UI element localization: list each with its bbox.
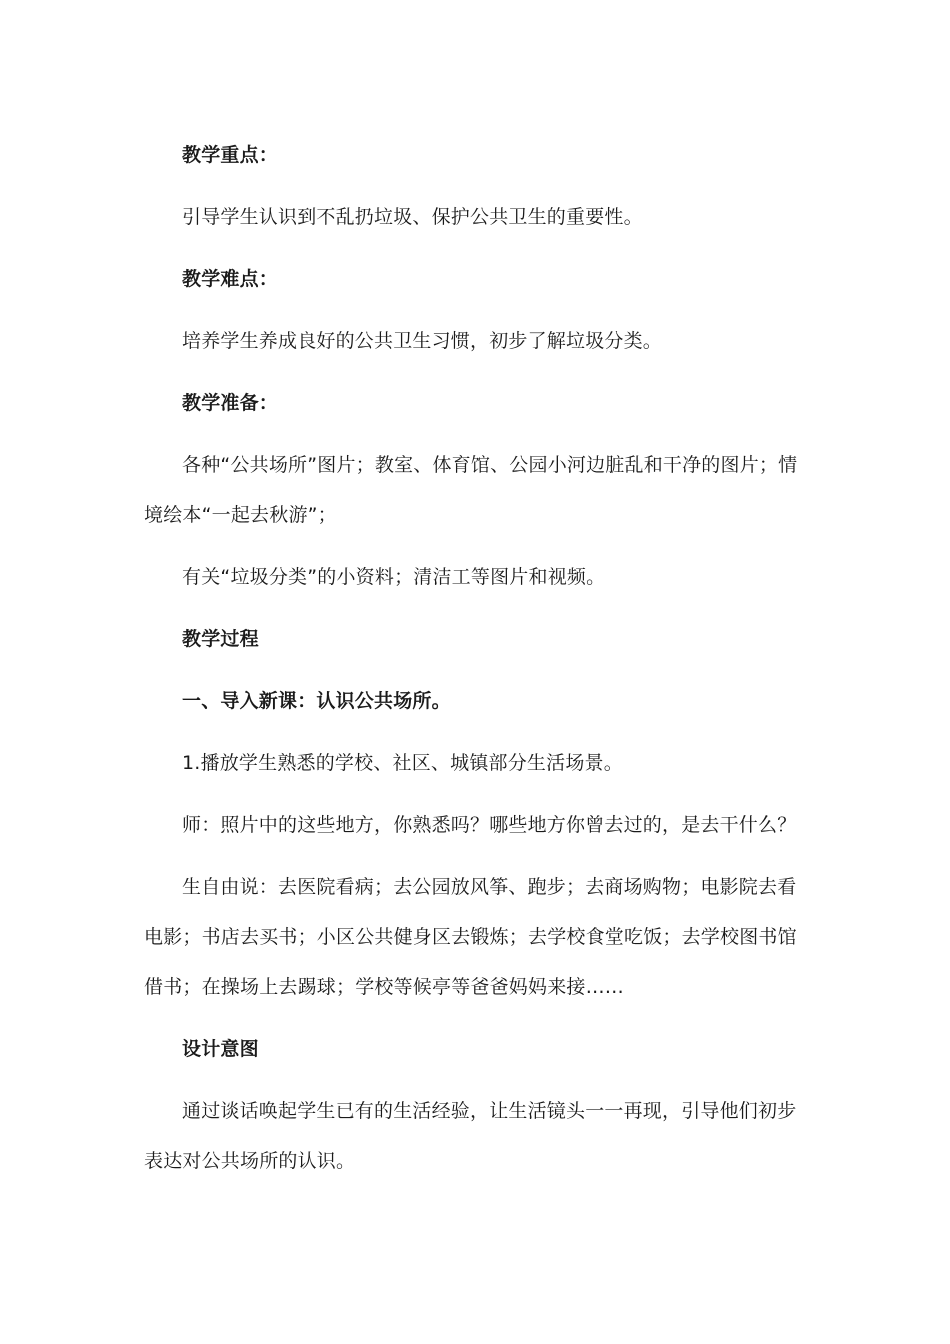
key-points-heading: 教学重点： <box>182 144 279 166</box>
preparation-heading: 教学准备： <box>182 392 279 414</box>
design-intent-heading: 设计意图 <box>182 1038 259 1060</box>
difficult-points-heading: 教学难点： <box>182 268 279 290</box>
section-1-heading: 一、导入新课：认识公共场所。 <box>182 690 451 712</box>
document-content <box>144 130 812 1186</box>
difficult-points-text: 培养学生养成良好的公共卫生习惯，初步了解垃圾分类。 <box>182 330 663 352</box>
preparation-text-2: 有关“垃圾分类”的小资料；清洁工等图片和视频。 <box>182 566 606 588</box>
preparation-text-1: 各种“公共场所”图片；教室、体育馆、公园小河边脏乱和干净的图片；情境绘本“一起去秋游”； <box>144 454 798 526</box>
process-heading: 教学过程 <box>182 628 259 650</box>
section-1-step-1: 1.播放学生熟悉的学校、社区、城镇部分生活场景。 <box>182 752 623 774</box>
student-answer: 生自由说：去医院看病；去公园放风筝、跑步；去商场购物；电影院去看电影；书店去买书；小区公共健身区去锻炼；去学校食堂吃饭；去学校图书馆借书；在操场上去踢球；学校等候亭等爸爸妈妈来接…… <box>144 876 797 998</box>
key-points-text: 引导学生认识到不乱扔垃圾、保护公共卫生的重要性。 <box>182 206 643 228</box>
design-intent-text: 通过谈话唤起学生已有的生活经验，让生活镜头一一再现，引导他们初步表达对公共场所的认识。 <box>144 1100 797 1172</box>
teacher-question: 师：照片中的这些地方，你熟悉吗？哪些地方你曾去过的，是去干什么？ <box>182 814 797 836</box>
